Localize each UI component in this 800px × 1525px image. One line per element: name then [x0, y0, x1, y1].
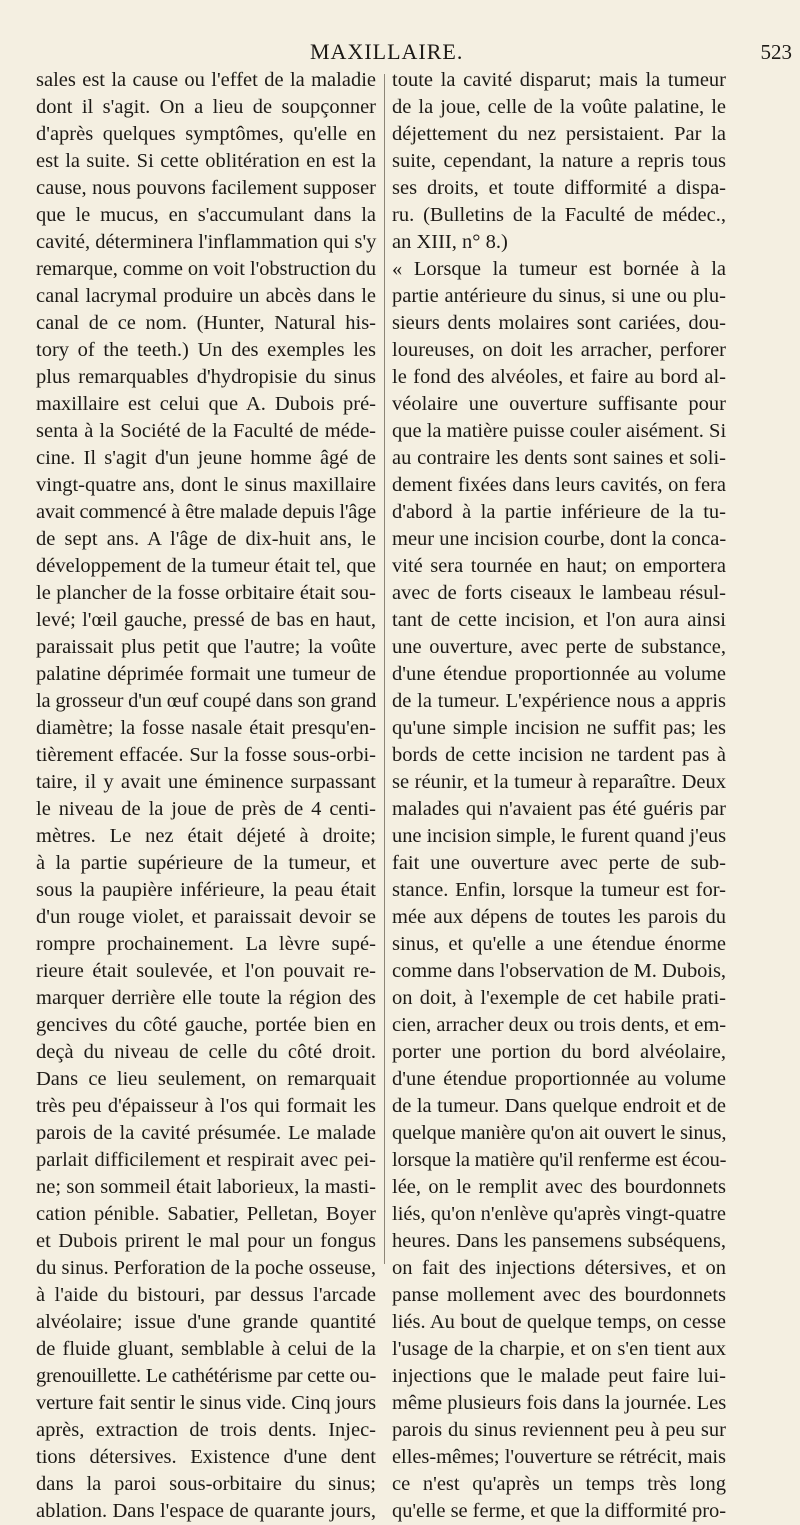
text-line: levé; l'œil gauche, pressé de bas en haut, — [36, 609, 376, 631]
text-line: le fond des alvéoles, et faire au bord al- — [392, 366, 726, 388]
text-line: malades qui n'avaient pas été guéris par — [392, 798, 726, 820]
text-line: quelque manière qu'on ait ouvert le sinus, — [392, 1122, 727, 1144]
text-line: qu'une simple incision ne suffit pas; les — [392, 717, 726, 739]
text-line: l'usage de la charpie, et on s'en tient aux — [392, 1338, 726, 1360]
text-line: d'un rouge violet, et paraissait devoir se — [36, 906, 376, 928]
text-line: d'une étendue proportionnée au volume — [392, 1068, 726, 1090]
text-line: suite, cependant, la nature a repris tous — [392, 150, 726, 172]
text-line: meur une incision courbe, dont la conca- — [392, 528, 727, 550]
text-line: rompre prochainement. La lèvre supé- — [36, 933, 376, 955]
text-line: deçà du niveau de celle du côté droit. — [36, 1041, 376, 1063]
text-line: le plancher de la fosse orbitaire était sou- — [36, 582, 376, 604]
text-line: après, extraction de trois dents. Injec- — [36, 1419, 376, 1441]
text-line: une ouverture, avec perte de substance, — [392, 636, 726, 658]
text-line: avec de forts ciseaux le lambeau résul- — [392, 582, 726, 604]
text-line: de la tumeur. Dans quelque endroit et de — [392, 1095, 726, 1117]
text-line: marquer derrière elle toute la région des — [36, 987, 376, 1009]
text-line: qu'elle se ferme, et que la difformité pro- — [392, 1500, 726, 1522]
text-line: que le mucus, en s'accumulant dans la — [36, 204, 376, 226]
text-line: plus remarquables d'hydropisie du sinus — [36, 366, 376, 388]
text-line: ne; son sommeil était laborieux, la masti- — [36, 1176, 376, 1198]
text-line: lée, on le remplit avec des bourdonnets — [392, 1176, 726, 1198]
text-line: an XIII, n° 8.) — [392, 231, 508, 253]
text-line: de fluide gluant, semblable à celui de la — [36, 1338, 376, 1360]
text-line: toute la cavité disparut; mais la tumeur — [392, 69, 726, 91]
text-line: bords de cette incision ne tardent pas à — [392, 744, 726, 766]
text-line: tant de cette incision, et l'on aura ainsi — [392, 609, 726, 631]
text-line: de la joue, celle de la voûte palatine, le — [392, 96, 726, 118]
left-text-column — [36, 67, 376, 1525]
text-line: loureuses, on doit les arracher, perforer — [392, 339, 726, 361]
text-line: d'abord à la partie inférieure de la tu- — [392, 501, 726, 523]
text-line: grenouillette. Le cathétérisme par cette ou- — [36, 1365, 376, 1387]
text-line: que la matière puisse couler aisément. Si — [392, 420, 727, 442]
text-line: parlait difficilement et respirait avec pei- — [36, 1149, 376, 1171]
text-line: véolaire une ouverture suffisante pour — [392, 393, 726, 415]
text-line: verture fait sentir le sinus vide. Cinq jours — [36, 1392, 377, 1414]
text-line: au contraire les dents sont saines et soli- — [392, 447, 726, 469]
text-line: ablation. Dans l'espace de quarante jours, — [36, 1500, 376, 1522]
text-line: tièrement effacée. Sur la fosse sous-orbi- — [36, 744, 376, 766]
text-line: porter une portion du bord alvéolaire, — [392, 1041, 726, 1063]
text-line: tory of the teeth.) Un des exemples les — [36, 339, 376, 361]
text-line: sous la paupière inférieure, la peau était — [36, 879, 376, 901]
text-line: dement fixées dans leurs cavités, on fera — [392, 474, 726, 496]
text-line: du sinus. Perforation de la poche osseuse, — [36, 1257, 376, 1279]
text-line: tions détersives. Existence d'une dent — [36, 1446, 376, 1468]
text-line: ses droits, et toute difformité a dispa- — [392, 177, 726, 199]
text-line: sales est la cause ou l'effet de la maladie — [36, 69, 376, 91]
text-line: on fait des injections détersives, et on — [392, 1257, 726, 1279]
text-line: avait commencé à être malade depuis l'âge — [36, 501, 376, 523]
text-line: de la tumeur. L'expérience nous a appris — [392, 690, 726, 712]
text-line: cation pénible. Sabatier, Pelletan, Boyer — [36, 1203, 376, 1225]
text-line: canal de ce nom. (Hunter, Natural his- — [36, 312, 376, 334]
text-line: cause, nous pouvons facilement supposer — [36, 177, 376, 199]
text-line: cine. Il s'agit d'un jeune homme âgé de — [36, 447, 376, 469]
text-line: de sept ans. A l'âge de dix-huit ans, le — [36, 528, 376, 550]
text-line: le niveau de la joue de près de 4 centi- — [36, 798, 376, 820]
text-line: à l'aide du bistouri, par dessus l'arcade — [36, 1284, 376, 1306]
text-line: Dans ce lieu seulement, on remarquait — [36, 1068, 376, 1090]
text-line: alvéolaire; issue d'une grande quantité — [36, 1311, 376, 1333]
text-line: taire, il y avait une éminence surpassant — [36, 771, 376, 793]
text-line: injections que le malade peut faire lui- — [392, 1365, 726, 1387]
text-line: sinus, et qu'elle a une étendue énorme — [392, 933, 726, 955]
text-line: rieure était soulevée, et l'on pouvait re- — [36, 960, 376, 982]
running-title: MAXILLAIRE. — [310, 39, 464, 64]
text-line: stance. Enfin, lorsque la tumeur est for- — [392, 879, 726, 901]
text-line: diamètre; la fosse nasale était presqu'en- — [36, 717, 376, 739]
text-line: vingt-quatre ans, dont le sinus maxillaire — [36, 474, 376, 496]
column-divider — [384, 74, 385, 1264]
right-text-column — [392, 67, 726, 1525]
text-line: déjettement du nez persistaient. Par la — [392, 123, 726, 145]
text-line: se réunir, et la tumeur à reparaître. Deux — [392, 771, 726, 793]
text-line: lorsque la matière qu'il renferme est écou- — [392, 1149, 727, 1171]
text-line: ru. (Bulletins de la Faculté de médec., — [392, 204, 726, 226]
text-line: cavité, déterminera l'inflammation qui s'y — [36, 231, 377, 253]
text-line: développement de la tumeur était tel, que — [36, 555, 376, 577]
text-line: liés. Au bout de quelque temps, on cesse — [392, 1311, 726, 1333]
text-line: fait une ouverture avec perte de sub- — [392, 852, 726, 874]
page-header — [0, 38, 800, 66]
text-line: est la suite. Si cette oblitération en est la — [36, 150, 376, 172]
text-line: on doit, à l'exemple de cet habile prati- — [392, 987, 726, 1009]
text-line: une incision simple, le furent quand j'eus — [392, 825, 726, 847]
text-line: partie antérieure du sinus, si une ou plu- — [392, 285, 726, 307]
text-line: même plusieurs fois dans la journée. Les — [392, 1392, 727, 1414]
text-line: elles-mêmes; l'ouverture se rétrécit, mais — [392, 1446, 726, 1468]
text-line: maxillaire est celui que A. Dubois pré- — [36, 393, 376, 415]
text-line: remarque, comme on voit l'obstruction du — [36, 258, 377, 280]
text-line: la grosseur d'un œuf coupé dans son grand — [36, 690, 377, 712]
text-line: dans la paroi sous-orbitaire du sinus; — [36, 1473, 376, 1495]
text-line: d'une étendue proportionnée au volume — [392, 663, 726, 685]
text-line: « Lorsque la tumeur est bornée à la — [392, 258, 726, 280]
text-line: paraissait plus petit que l'autre; la voûte — [36, 636, 376, 658]
text-line: très peu d'épaisseur à l'os qui formait les — [36, 1095, 376, 1117]
text-line: panse mollement avec des bourdonnets — [392, 1284, 726, 1306]
text-line: mée aux dépens de toutes les parois du — [392, 906, 726, 928]
text-line: à la partie supérieure de la tumeur, et — [36, 852, 376, 874]
text-line: dont il s'agit. On a lieu de soupçonner — [36, 96, 376, 118]
text-line: palatine déprimée formait une tumeur de — [36, 663, 376, 685]
text-line: senta à la Société de la Faculté de méde- — [36, 420, 376, 442]
text-line: et Dubois prirent le mal pour un fongus — [36, 1230, 376, 1252]
text-line: heures. Dans les pansemens subséquens, — [392, 1230, 726, 1252]
text-line: parois de la cavité présumée. Le malade — [36, 1122, 376, 1144]
page-number: 523 — [760, 40, 792, 64]
text-line: mètres. Le nez était déjeté à droite; — [36, 825, 376, 847]
text-line: parois du sinus reviennent peu à peu sur — [392, 1419, 726, 1441]
text-line: canal lacrymal produire un abcès dans le — [36, 285, 376, 307]
text-line: sieurs dents molaires sont cariées, dou- — [392, 312, 726, 334]
text-line: vité sera tournée en haut; on emportera — [392, 555, 726, 577]
text-line: gencives du côté gauche, portée bien en — [36, 1014, 376, 1036]
text-line: ce n'est qu'après un temps très long — [392, 1473, 726, 1495]
text-line: comme dans l'observation de M. Dubois, — [392, 960, 726, 982]
text-line: d'après quelques symptômes, qu'elle en — [36, 123, 376, 145]
text-line: liés, qu'on n'enlève qu'après vingt-quatre — [392, 1203, 726, 1225]
text-line: cien, arracher deux ou trois dents, et em- — [392, 1014, 727, 1036]
